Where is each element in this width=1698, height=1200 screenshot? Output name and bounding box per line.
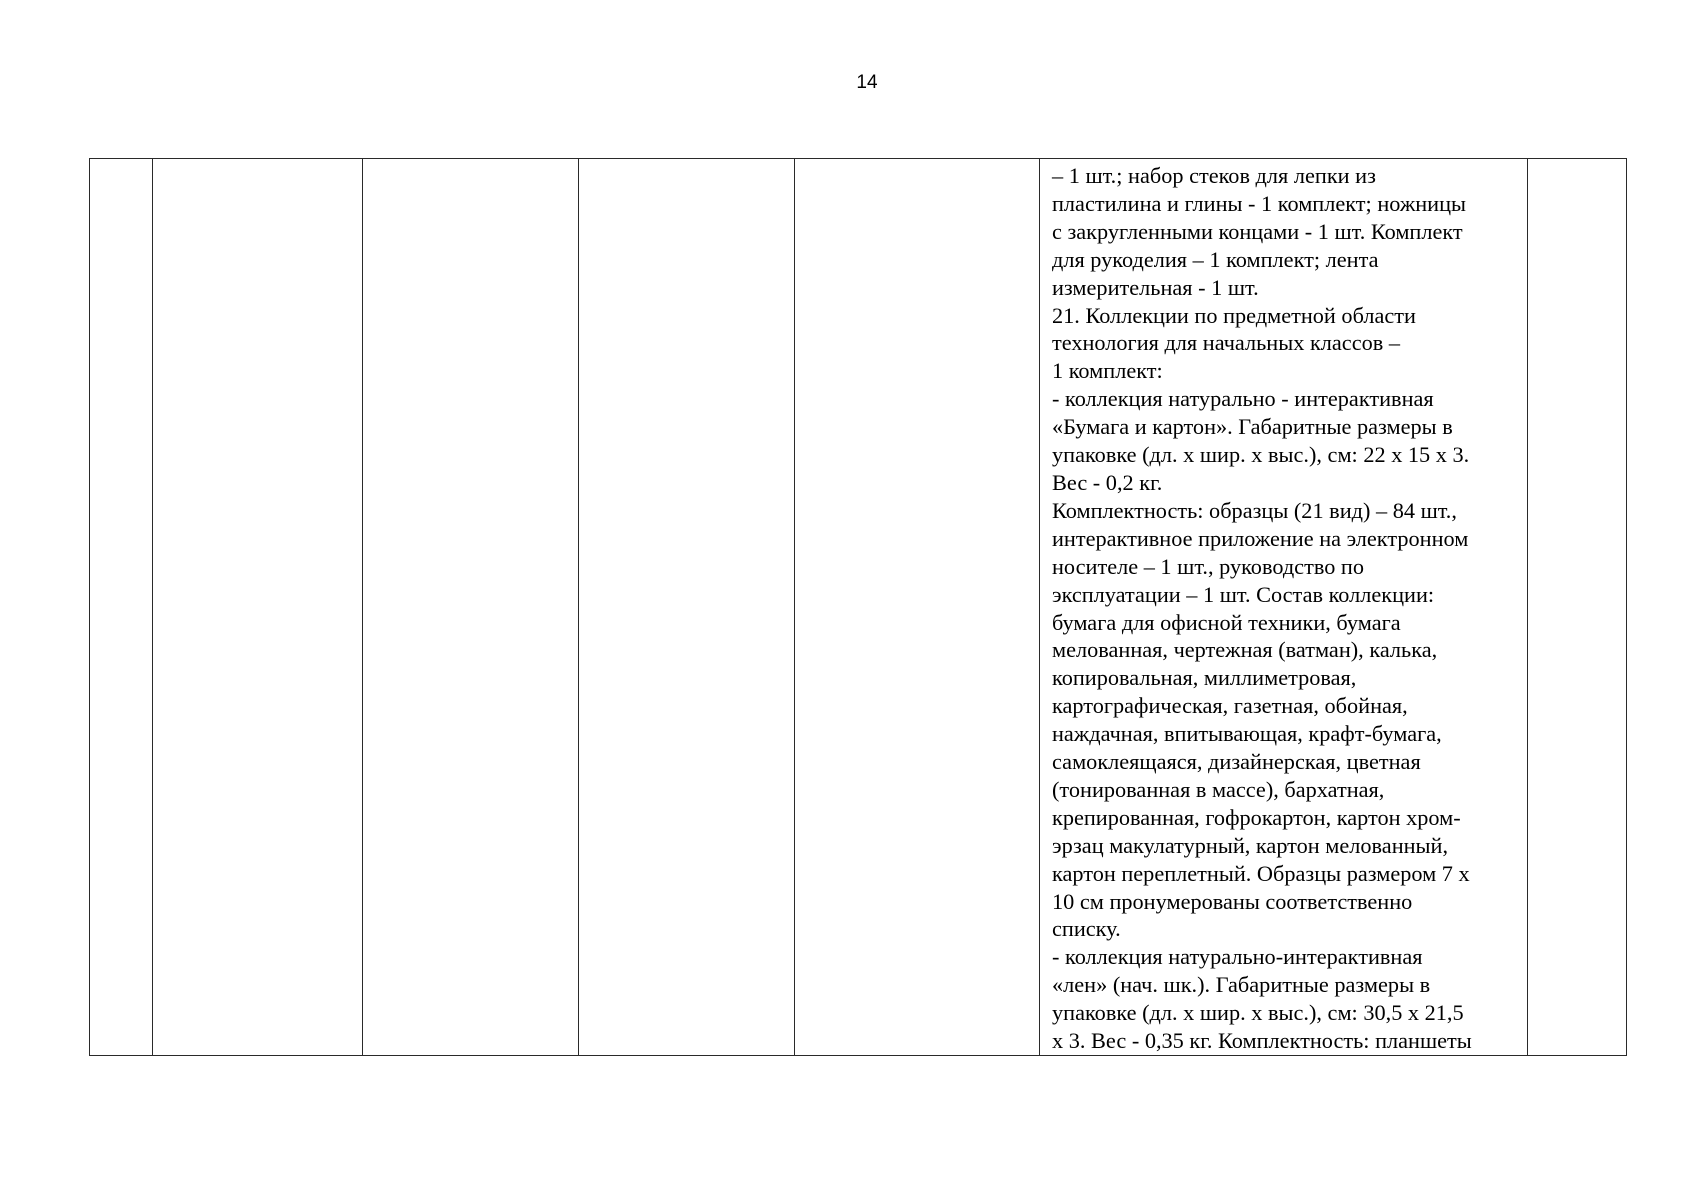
table-row <box>90 159 1627 1056</box>
description-text <box>1052 162 1519 1055</box>
table-cell-col-3 <box>363 159 579 1056</box>
table-cell-col-2 <box>153 159 363 1056</box>
description-line: с закругленными концами - 1 шт. Комплект <box>1052 218 1463 244</box>
description-line: пластилина и глины - 1 комплект; ножницы <box>1052 190 1467 216</box>
table-cell-col-1 <box>90 159 153 1056</box>
description-line: мелованная, чертежная (ватман), калька, <box>1052 637 1438 663</box>
page-number: 14 <box>856 72 878 93</box>
description-line: интерактивное приложение на электронном <box>1052 525 1469 551</box>
table-cell-col-4 <box>579 159 795 1056</box>
description-line: эрзац макулатурный, картон мелованный, <box>1052 832 1449 858</box>
table-cell-description <box>1040 159 1528 1056</box>
description-line: упаковке (дл. х шир. х выс.), см: 22 х 15 х 3. <box>1052 442 1470 468</box>
document-table <box>89 158 1627 1056</box>
description-line: эксплуатации – 1 шт. Состав коллекции: <box>1052 581 1435 607</box>
description-line: измерительная - 1 шт. <box>1052 274 1259 300</box>
description-line: технология для начальных классов – <box>1052 330 1400 356</box>
description-line: - коллекция натурально-интерактивная <box>1052 944 1423 970</box>
description-line: «Бумага и картон». Габаритные размеры в <box>1052 414 1453 440</box>
description-line: для рукоделия – 1 комплект; лента <box>1052 246 1379 272</box>
description-line: наждачная, впитывающая, крафт-бумага, <box>1052 721 1442 747</box>
description-line: картографическая, газетная, обойная, <box>1052 693 1408 719</box>
description-line: Вес - 0,2 кг. <box>1052 469 1163 495</box>
description-line: упаковке (дл. х шир. х выс.), см: 30,5 х 21,5 <box>1052 1000 1464 1026</box>
description-line: носителе – 1 шт., руководство по <box>1052 553 1365 579</box>
description-line: – 1 шт.; набор стеков для лепки из <box>1052 163 1376 188</box>
description-line: «лен» (нач. шк.). Габаритные размеры в <box>1052 972 1431 998</box>
description-line: Комплектность: образцы (21 вид) – 84 шт., <box>1052 497 1457 523</box>
description-line: (тонированная в массе), бархатная, <box>1052 776 1385 802</box>
description-line: крепированная, гофрокартон, картон хром- <box>1052 804 1461 830</box>
description-line: списку. <box>1052 916 1121 942</box>
description-line: х 3. Вес - 0,35 кг. Комплектность: планшеты <box>1052 1028 1472 1054</box>
table-cell-col-5 <box>795 159 1040 1056</box>
description-line: самоклеящаяся, дизайнерская, цветная <box>1052 749 1421 775</box>
description-line: картон переплетный. Образцы размером 7 х <box>1052 860 1470 886</box>
description-line: 1 комплект: <box>1052 358 1163 384</box>
description-line: бумага для офисной техники, бумага <box>1052 609 1401 635</box>
description-line: 10 см пронумерованы соответственно <box>1052 888 1413 914</box>
description-line: копировальная, миллиметровая, <box>1052 665 1357 691</box>
table-cell-col-7 <box>1528 159 1627 1056</box>
description-line: 21. Коллекции по предметной области <box>1052 302 1416 328</box>
description-line: - коллекция натурально - интерактивная <box>1052 386 1434 412</box>
